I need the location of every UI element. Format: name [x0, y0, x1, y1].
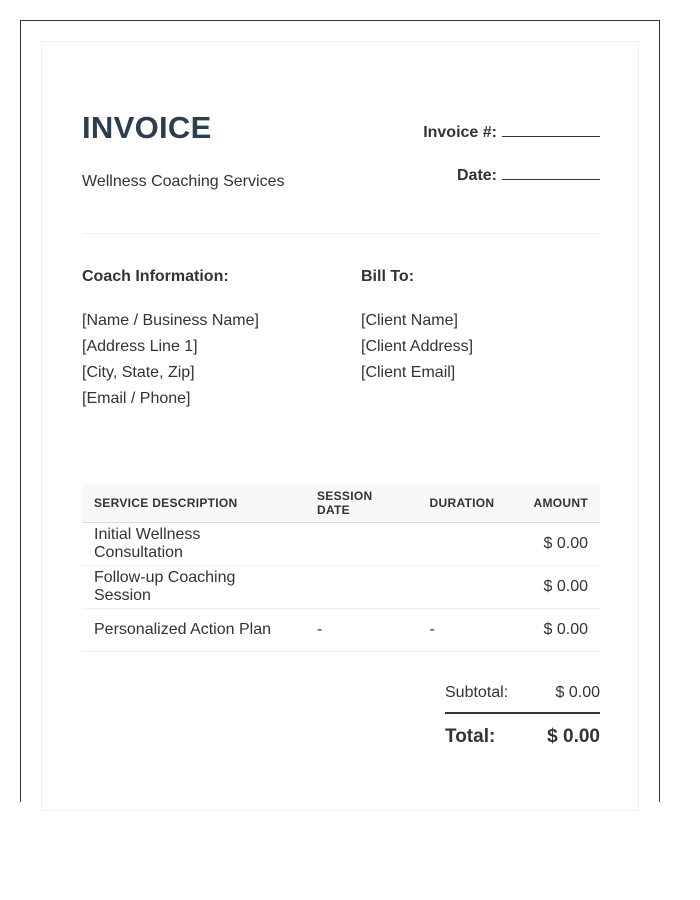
- session-date: [305, 523, 418, 566]
- coach-line: [City, State, Zip]: [82, 364, 195, 381]
- table-header-row: [82, 484, 600, 523]
- service-description: Follow-up Coaching Session: [82, 566, 305, 609]
- subtotal-label: Subtotal:: [445, 684, 509, 701]
- invoice-title: INVOICE: [82, 110, 212, 145]
- coach-line: [Name / Business Name]: [82, 312, 259, 329]
- header-amount: AMOUNT: [509, 484, 600, 523]
- business-subtitle: Wellness Coaching Services: [82, 173, 285, 190]
- bill-to-line: [Client Address]: [361, 338, 474, 355]
- amount: $ 0.00: [509, 609, 600, 652]
- invoice-number-field: [423, 122, 600, 142]
- invoice-number-label: Invoice #:: [423, 124, 497, 141]
- duration: [418, 523, 510, 566]
- bill-to: [361, 268, 473, 386]
- invoice-date-label: Date:: [456, 167, 497, 184]
- subtotal-row: [445, 684, 600, 714]
- invoice-number-blank: [502, 122, 600, 137]
- bill-to-line: [Client Name]: [361, 312, 458, 329]
- subtotal-value: $ 0.00: [555, 684, 600, 701]
- coach-information: [82, 268, 259, 412]
- invoice-date-blank: [502, 165, 600, 180]
- table-row: [82, 523, 600, 566]
- amount: $ 0.00: [509, 523, 600, 566]
- invoice-sheet: [41, 41, 639, 811]
- coach-line: [Address Line 1]: [82, 338, 198, 355]
- page-frame: [20, 20, 660, 802]
- coach-line: [Email / Phone]: [82, 390, 191, 407]
- header-duration: DURATION: [418, 484, 510, 523]
- coach-heading: Coach Information:: [82, 268, 229, 285]
- total-value: $ 0.00: [547, 726, 600, 747]
- amount: $ 0.00: [509, 566, 600, 609]
- header-service-description: SERVICE DESCRIPTION: [82, 484, 305, 523]
- session-date: -: [305, 609, 418, 652]
- total-label: Total:: [445, 726, 496, 747]
- total-row: [445, 726, 600, 748]
- table-row: [82, 566, 600, 609]
- table-row: [82, 609, 600, 652]
- services-table: [82, 484, 600, 652]
- session-date: [305, 566, 418, 609]
- bill-to-heading: Bill To:: [361, 268, 415, 285]
- service-description: Initial Wellness Consultation: [82, 523, 305, 566]
- invoice-date-field: [457, 165, 600, 185]
- totals-block: [445, 684, 600, 748]
- duration: [418, 566, 510, 609]
- service-description: Personalized Action Plan: [82, 609, 305, 652]
- header-divider: [82, 233, 600, 234]
- duration: -: [418, 609, 510, 652]
- bill-to-line: [Client Email]: [361, 364, 456, 381]
- header-session-date: SESSION DATE: [305, 484, 418, 523]
